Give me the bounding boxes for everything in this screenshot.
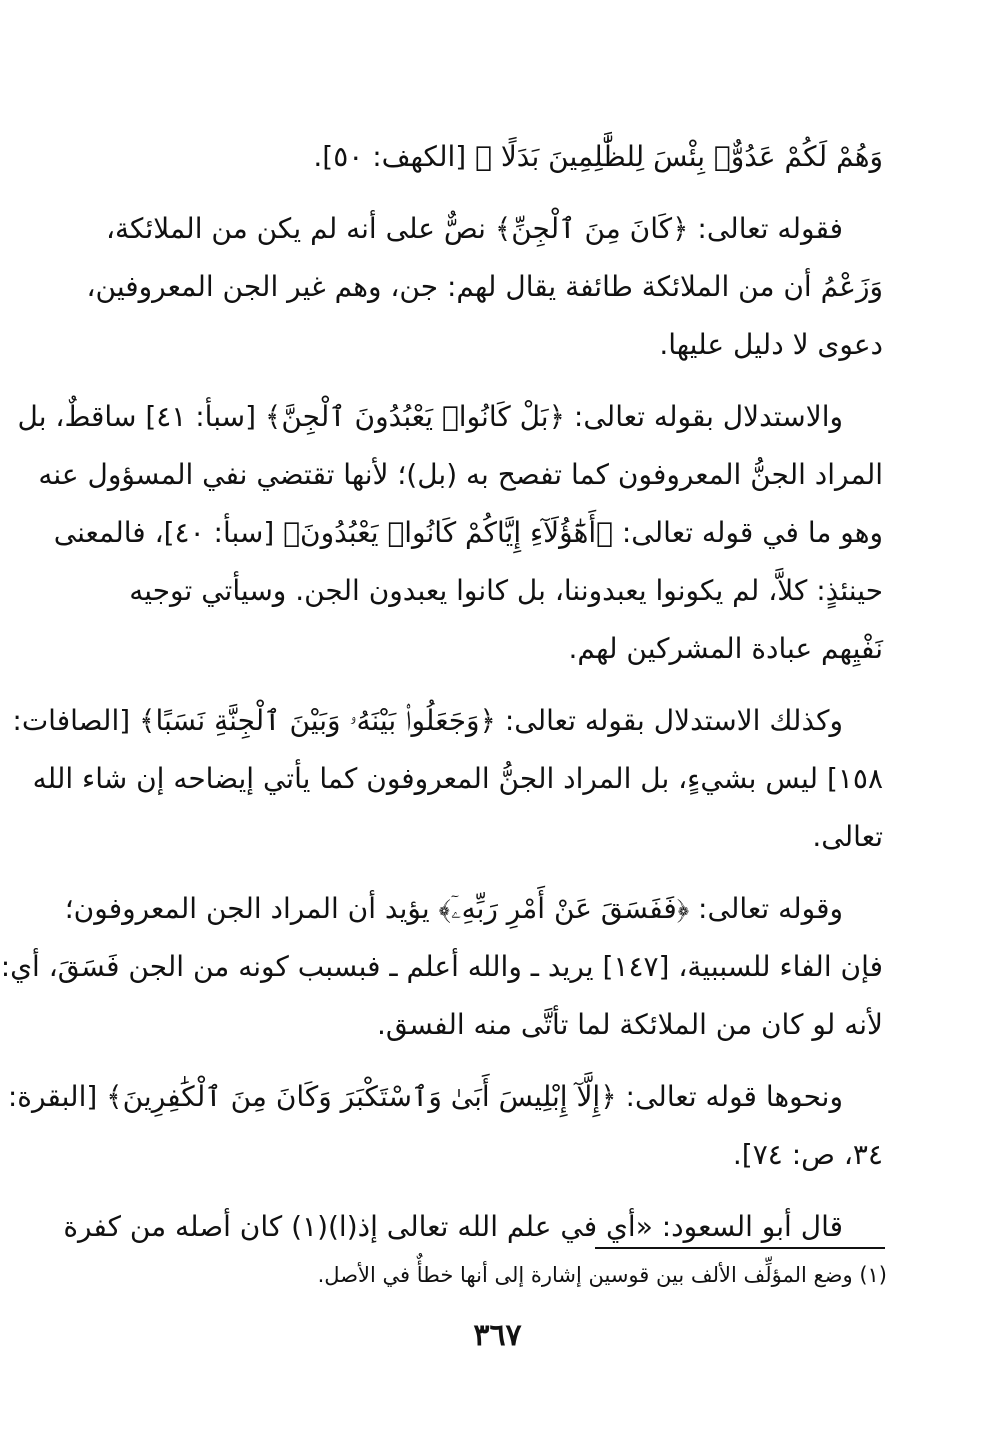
- paragraph-5: [0, 880, 883, 1054]
- text-line: تعالى.: [812, 820, 883, 853]
- text-line: وَزَعْمُ أن من الملائكة طائفة يقال لهم: جن، وهم غير الجن المعروفين،: [86, 270, 883, 303]
- text-line: فقوله تعالى: ﴿كَانَ مِنَ ٱلْجِنِّ﴾ نصٌّ على أنه لم يكن من الملائكة،: [105, 212, 843, 245]
- page-number: ٣٦٧: [473, 1318, 522, 1353]
- paragraph-2: [86, 200, 883, 374]
- footnote: (١) وضع المؤلِّف الألف بين قوسين إشارة إلى أنها خطأٌ في الأصل.: [317, 1263, 887, 1287]
- paragraph-6: [7, 1068, 883, 1184]
- text-line: وقوله تعالى: ﴿فَفَسَقَ عَنْ أَمْرِ رَبِّهِۦٓ﴾ يؤيد أن المراد الجن المعروفون؛: [64, 892, 843, 925]
- text-line: ١٥٨] ليس بشيءٍ، بل المراد الجنُّ المعروفون كما يأتي إيضاحه إن شاء الله: [32, 762, 883, 795]
- text-line: المراد الجنُّ المعروفون كما تفصح به (بل)؛ لأنها تقتضي نفي المسؤول عنه: [38, 458, 883, 491]
- text-line: دعوى لا دليل عليها.: [659, 328, 883, 361]
- text-line: وهو ما في قوله تعالى: ﴿أَهَٰٓؤُلَآءِ إِيَّاكُمْ كَانُوا۟ يَعْبُدُونَ﴾ [سبأ: ٤٠]، فالمعنى: [53, 516, 883, 549]
- text-line: والاستدلال بقوله تعالى: ﴿بَلْ كَانُوا۟ يَعْبُدُونَ ٱلْجِنَّ﴾ [سبأ: ٤١] ساقطٌ، بل: [17, 400, 843, 433]
- text-line: فإن الفاء للسببية، [١٤٧] يريد ـ والله أعلم ـ فبسبب كونه من الجن فَسَقَ، أي:: [0, 950, 883, 983]
- paragraph-4: [12, 692, 883, 866]
- text-line: ونحوها قوله تعالى: ﴿إِلَّآ إِبْلِيسَ أَبَىٰ وَٱسْتَكْبَرَ وَكَانَ مِنَ ٱلْكَٰفِرِينَ﴾ [البقرة:: [7, 1080, 843, 1113]
- text-line: ٣٤، ص: ٧٤].: [732, 1138, 883, 1171]
- text-line: حينئذٍ: كلاَّ، لم يكونوا يعبدوننا، بل كانوا يعبدون الجن. وسيأتي توجيه: [129, 574, 883, 607]
- text-line: نَفْيِهم عبادة المشركين لهم.: [568, 632, 883, 665]
- text-line: قال أبو السعود: «أي في علم الله تعالى إذ(ا)(١) كان أصله من كفرة: [63, 1210, 843, 1243]
- paragraph-3: [17, 388, 883, 678]
- text-line: وَهُمْ لَكُمْ عَدُوٌّۢ بِئْسَ لِلظَّٰلِمِينَ بَدَلًا ﴾ [الكهف: ٥٠].: [313, 140, 883, 173]
- footnote-divider: [595, 1247, 885, 1249]
- text-line: لأنه لو كان من الملائكة لما تأتَّى منه الفسق.: [376, 1008, 883, 1041]
- text-line: وكذلك الاستدلال بقوله تعالى: ﴿وَجَعَلُوا۟ بَيْنَهُۥ وَبَيْنَ ٱلْجِنَّةِ نَسَبًا﴾ [الصافات:: [12, 704, 843, 737]
- paragraph-1: [100, 128, 883, 186]
